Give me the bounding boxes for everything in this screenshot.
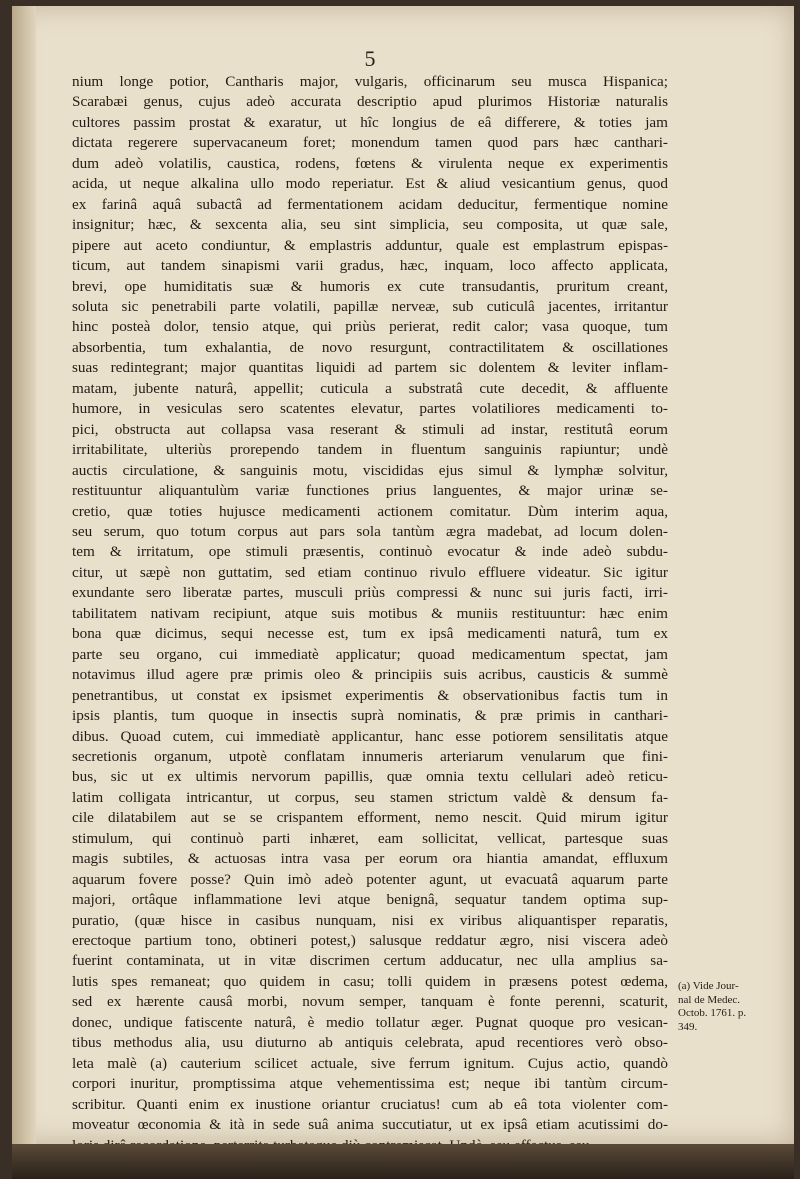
- text-line: moveatur œconomia & ità in sede suâ anima succutiatur, ut ex ipsâ etiam acutissimi do-: [72, 1116, 668, 1134]
- text-line: irritabilitate, ulteriùs prorependo tandem in fluentum sanguinis rapiuntur; undè: [72, 441, 668, 459]
- text-line: majori, ortâque inflammatione levi atque benignâ, sequatur tandem optima sup-: [72, 891, 668, 909]
- text-line: puratio, (quæ hisce in casibus nunquam, nisi ex viribus aliquantisper reparatis,: [72, 911, 668, 929]
- book-page: [12, 6, 794, 1144]
- text-line: sed ex hærente causâ morbi, novum semper, tanquam è fonte perenni, scaturit,: [72, 993, 668, 1011]
- text-line: dictata regerere supervacaneum foret; monendum tamen quod pars hæc canthari-: [72, 134, 668, 152]
- text-line: restituuntur aliquantulùm variæ functiones prius languentes, & major urinæ se-: [72, 482, 668, 500]
- marginal-footnote: [678, 980, 778, 1034]
- text-line: latim colligata intricantur, ut corpus, seu stamen strictum valdè & densum fa-: [72, 788, 668, 806]
- page-gutter: [12, 6, 36, 1144]
- text-line: fuerint contaminata, ut in vitæ discrimen certum adducatur, nec ulla amplius sa-: [72, 952, 668, 970]
- page-edge: [12, 1144, 794, 1179]
- text-line: suas redintegrant; major quantitas liquidi ad partem sic dolentem & leviter inflam-: [72, 359, 668, 377]
- text-line: pipere aut aceto condiuntur, & emplastris adduntur, quale est emplastrum epispas-: [72, 236, 668, 254]
- text-line: absorbentia, tum exhalantia, de novo resurgunt, contractilitatem & oscillationes: [72, 338, 668, 356]
- text-line: tem & irritatum, ope stimuli præsentis, continuò evocatur & inde adeò subdu-: [72, 543, 668, 561]
- footnote-line: Octob. 1761. p.: [678, 1007, 747, 1019]
- text-line: cretio, quæ toties hujusce medicamenti actionem comitatur. Dùm interim aqua,: [72, 502, 668, 520]
- footnote-line: (a) Vide Jour-: [678, 980, 739, 992]
- page-number: 5: [364, 46, 376, 71]
- text-line: parte seu organo, cui immediatè applicatur; quoad medicamentum spectat, jam: [72, 645, 668, 663]
- text-line: cile dilatabilem aut se se crispantem efforment, nemo nescit. Quid mirum igitur: [72, 809, 668, 827]
- text-line: Scarabæi genus, cujus adeò accurata descriptio apud plurimos Historiæ naturalis: [72, 93, 668, 111]
- text-line: citur, ut sæpè non guttatim, sed etiam continuo rivulo effluere videatur. Sic igitur: [72, 563, 668, 581]
- text-line: dibus. Quoad cutem, cui immediatè applicantur, hanc esse potiorem sensilitatis atque: [72, 727, 668, 745]
- text-line: donec, undique fatiscente naturâ, è medio tollatur æger. Pugnat quoque pro vesican-: [72, 1013, 668, 1031]
- body-text: [72, 72, 668, 1156]
- text-line: scribitur. Quanti enim ex inustione oriantur cruciatus! cum ab eâ tota violenter com-: [72, 1095, 668, 1113]
- text-line: ex farinâ aquâ subactâ ad fermentationem acidam deducitur, fermentique nomine: [72, 195, 668, 213]
- text-line: secretionis organum, utpotè conflatam innumeris arteriarum venularum que fini-: [72, 747, 668, 765]
- text-line: lutis spes remaneat; quo quidem in casu; tolli quidem in præsens potest œdema,: [72, 972, 668, 990]
- text-line: erectoque partium tono, obtineri potest,) salusque reddatur ægro, nisi viscera adeò: [72, 932, 668, 950]
- text-line: ticum, aut tandem sinapismi varii gradus, hæc, inquam, loco affecto applicata,: [72, 257, 668, 275]
- text-line: cultores passim prostat & exaratur, ut hîc longius de eâ differere, & toties jam: [72, 113, 668, 131]
- text-line: acida, ut neque alkalina ullo modo reperiatur. Est & aliud vesicantium genus, quod: [72, 175, 668, 193]
- text-line: leta malè (a) cauterium scilicet actuale, sive ferrum ignitum. Cujus actio, quandò: [72, 1054, 668, 1072]
- text-line: humore, in vesiculas sero scatentes elevatur, partes volatiliores medicamenti to-: [72, 400, 668, 418]
- footnote-line: 349.: [678, 1020, 698, 1033]
- text-line: matam, jubente naturâ, appellit; cuticula a substratâ cute decedit, & affluente: [72, 379, 668, 397]
- text-line: exundante sero liberatæ partes, musculi priùs compressi & nunc sui juris facti, irri-: [72, 584, 668, 602]
- text-line: soluta sic penetrabili parte volatili, papillæ nerveæ, sub cuticulâ jacentes, irritantur: [72, 297, 668, 315]
- text-line: magis subtiles, & actuosas intra vasa per eorum ora hiantia amandat, effluxum: [72, 850, 668, 868]
- footnote-line: nal de Medec.: [678, 993, 740, 1006]
- text-line: tibus methodus alia, usu diuturno ab antiquis celebrata, apud recentiores verò obso-: [72, 1034, 668, 1052]
- text-line: aquarum fovere posse? Quin imò adeò potenter agunt, ut evacuatâ aquarum parte: [72, 870, 668, 888]
- text-line: bona quæ dicimus, sequi necesse est, tum ex ipsâ medicamenti naturâ, tum ex: [72, 625, 668, 643]
- text-line: ipsis plantis, tum quoque in insectis suprà nominatis, & præ primis in canthari-: [72, 707, 668, 725]
- text-line: bus, sic ut ex ultimis nervorum papillis, quæ omnia textu cellulari adeò reticu-: [72, 768, 668, 786]
- text-line: insignitur; hæc, & sexcenta alia, seu sint simplicia, seu composita, ut quæ sale,: [72, 216, 668, 234]
- text-line: auctis circulatione, & sanguinis motu, viscididas ejus simul & lymphæ solvitur,: [72, 461, 668, 479]
- text-line: corpori inuritur, promptissima atque vehementissima est; neque ibi tantùm circum-: [72, 1075, 668, 1093]
- text-line: hinc posteà dolor, tensio atque, qui priùs perierat, redit calor; vasa quoque, tum: [72, 318, 668, 336]
- text-line: penetrantibus, ut constat ex ipsismet experimentis & observationibus factis tum in: [72, 686, 668, 704]
- text-line: brevi, ope humiditatis suæ & humoris ex cute transudantis, pruritum creant,: [72, 277, 668, 295]
- text-line: seu serum, quo totum corpus aut pars sola tantùm ægra madebat, ad locum dolen-: [72, 522, 668, 540]
- text-line: stimulum, qui continuò parti inhæret, eam sollicitat, vellicat, partesque suas: [72, 829, 668, 847]
- text-line: nium longe potior, Cantharis major, vulgaris, officinarum seu musca Hispanica;: [72, 73, 668, 90]
- text-line: dum adeò volatilis, caustica, rodens, fœtens & virulenta neque ex experimentis: [72, 154, 668, 172]
- text-line: notavimus illud agere præ primis oleo & principiis suis acribus, causticis & summè: [72, 666, 668, 684]
- text-line: tabilitatem nativam recipiunt, atque suis motibus & muniis restituuntur: hæc enim: [72, 604, 668, 622]
- text-line: pici, obstructa aut collapsa vasa reserant & stimuli ad instar, restitutâ eorum: [72, 420, 668, 438]
